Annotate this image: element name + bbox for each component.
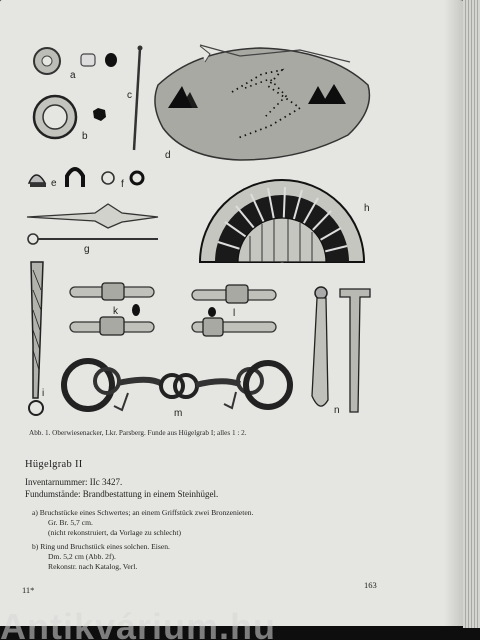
find-m-chain-bit — [64, 361, 290, 410]
label-b: b — [82, 131, 88, 142]
find-i-tool — [29, 262, 43, 415]
label-h: h — [364, 203, 370, 214]
item-b-line3: Rekonstr. nach Katalog, Verl. — [48, 562, 138, 571]
find-h-fan-decoration — [200, 180, 364, 262]
label-n: n — [334, 405, 340, 416]
label-i: i — [42, 388, 45, 399]
watermark: Antikvárium.hu — [0, 606, 277, 640]
item-b-line2: Dm. 5,2 cm (Abb. 2f). — [48, 552, 116, 561]
find-g-pins — [27, 204, 158, 244]
label-f: f — [121, 179, 124, 190]
item-a-line1: a) Bruchstücke eines Schwertes; an einem Griffstück zwei Bronzenieten. — [32, 508, 254, 517]
label-m: m — [174, 408, 183, 419]
inventory-number: Inventarnummer: IIc 3427. — [25, 477, 123, 487]
label-e: e — [51, 178, 57, 189]
label-a: a — [70, 70, 76, 81]
label-k: k — [113, 306, 118, 317]
find-d-pottery-sherd — [155, 45, 369, 160]
label-l: l — [233, 308, 236, 319]
signature-mark: 11* — [22, 585, 35, 595]
label-g: g — [84, 244, 90, 255]
item-a-line2: Gr. Br. 5,7 cm. — [48, 518, 93, 527]
label-c: c — [127, 90, 132, 101]
find-circumstances: Fundumstände: Brandbestattung in einem Steinhügel. — [25, 489, 219, 499]
find-k-fittings — [70, 283, 154, 335]
item-a-line3: (nicht rekonstruiert, da Vorlage zu schlecht) — [48, 528, 181, 537]
item-b-line1: b) Ring und Bruchstück eines solchen. Eisen. — [32, 542, 170, 551]
find-c-pin — [134, 46, 143, 151]
page-number: 163 — [364, 580, 377, 590]
figure-caption: Abb. 1. Oberwiesenacker, Lkr. Parsberg. Funde aus Hügelgrab I; alles 1 : 2. — [29, 429, 247, 437]
find-n-tools — [312, 287, 370, 412]
label-d: d — [165, 150, 171, 161]
section-heading: Hügelgrab II — [25, 459, 83, 470]
find-b-ring — [34, 96, 106, 138]
